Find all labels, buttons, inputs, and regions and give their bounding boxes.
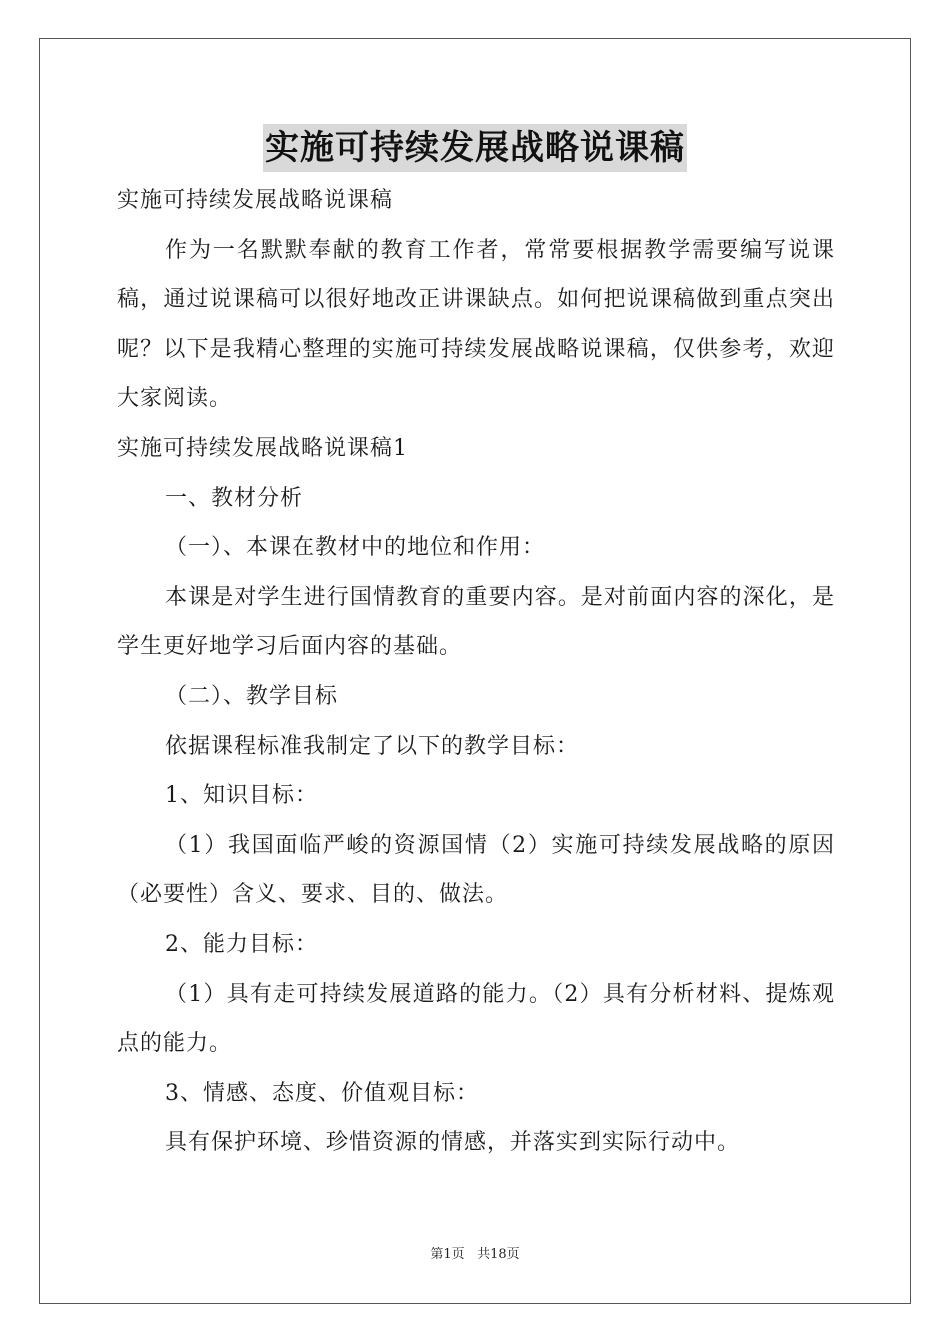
paragraph: （一）、本课在教材中的地位和作用：: [165, 535, 546, 561]
document-body: [117, 176, 835, 1168]
paragraph: 1、知识目标：: [165, 783, 318, 809]
section-heading: 实施可持续发展战略说课稿1: [117, 435, 408, 461]
document-title: 实施可持续发展战略说课稿: [263, 124, 687, 172]
paragraph: 作为一名默默奉献的教育工作者，常常要根据教学需要编写说课稿，通过说课稿可以很好地改正讲课缺点。如何把说课稿做到重点突出呢？以下是我精心整理的实施可持续发展战略说课稿，仅供参考，欢迎大家阅读。: [117, 237, 835, 412]
paragraph: 2、能力目标：: [165, 931, 318, 957]
paragraph: 本课是对学生进行国情教育的重要内容。是对前面内容的深化，是学生更好地学习后面内容的基础。: [117, 584, 835, 660]
paragraph: （1）具有走可持续发展道路的能力。（2）具有分析材料、提炼观点的能力。: [117, 981, 835, 1057]
paragraph: 实施可持续发展战略说课稿: [117, 188, 394, 213]
paragraph: （1）我国面临严峻的资源国情（2）实施可持续发展战略的原因（必要性）含义、要求、目的、做法。: [117, 832, 835, 908]
paragraph: （二）、教学目标: [165, 683, 339, 709]
paragraph: 3、情感、态度、价值观目标：: [165, 1080, 479, 1106]
paragraph: 一、教材分析: [165, 485, 304, 511]
current-page: 第1页: [430, 1247, 465, 1262]
paragraph: 依据课程标准我制定了以下的教学目标：: [165, 733, 580, 759]
paragraph: 具有保护环境、珍惜资源的情感，并落实到实际行动中。: [165, 1130, 741, 1156]
page-footer: [0, 1246, 950, 1264]
total-pages: 共18页: [477, 1247, 520, 1262]
title-wrap: [0, 124, 950, 172]
